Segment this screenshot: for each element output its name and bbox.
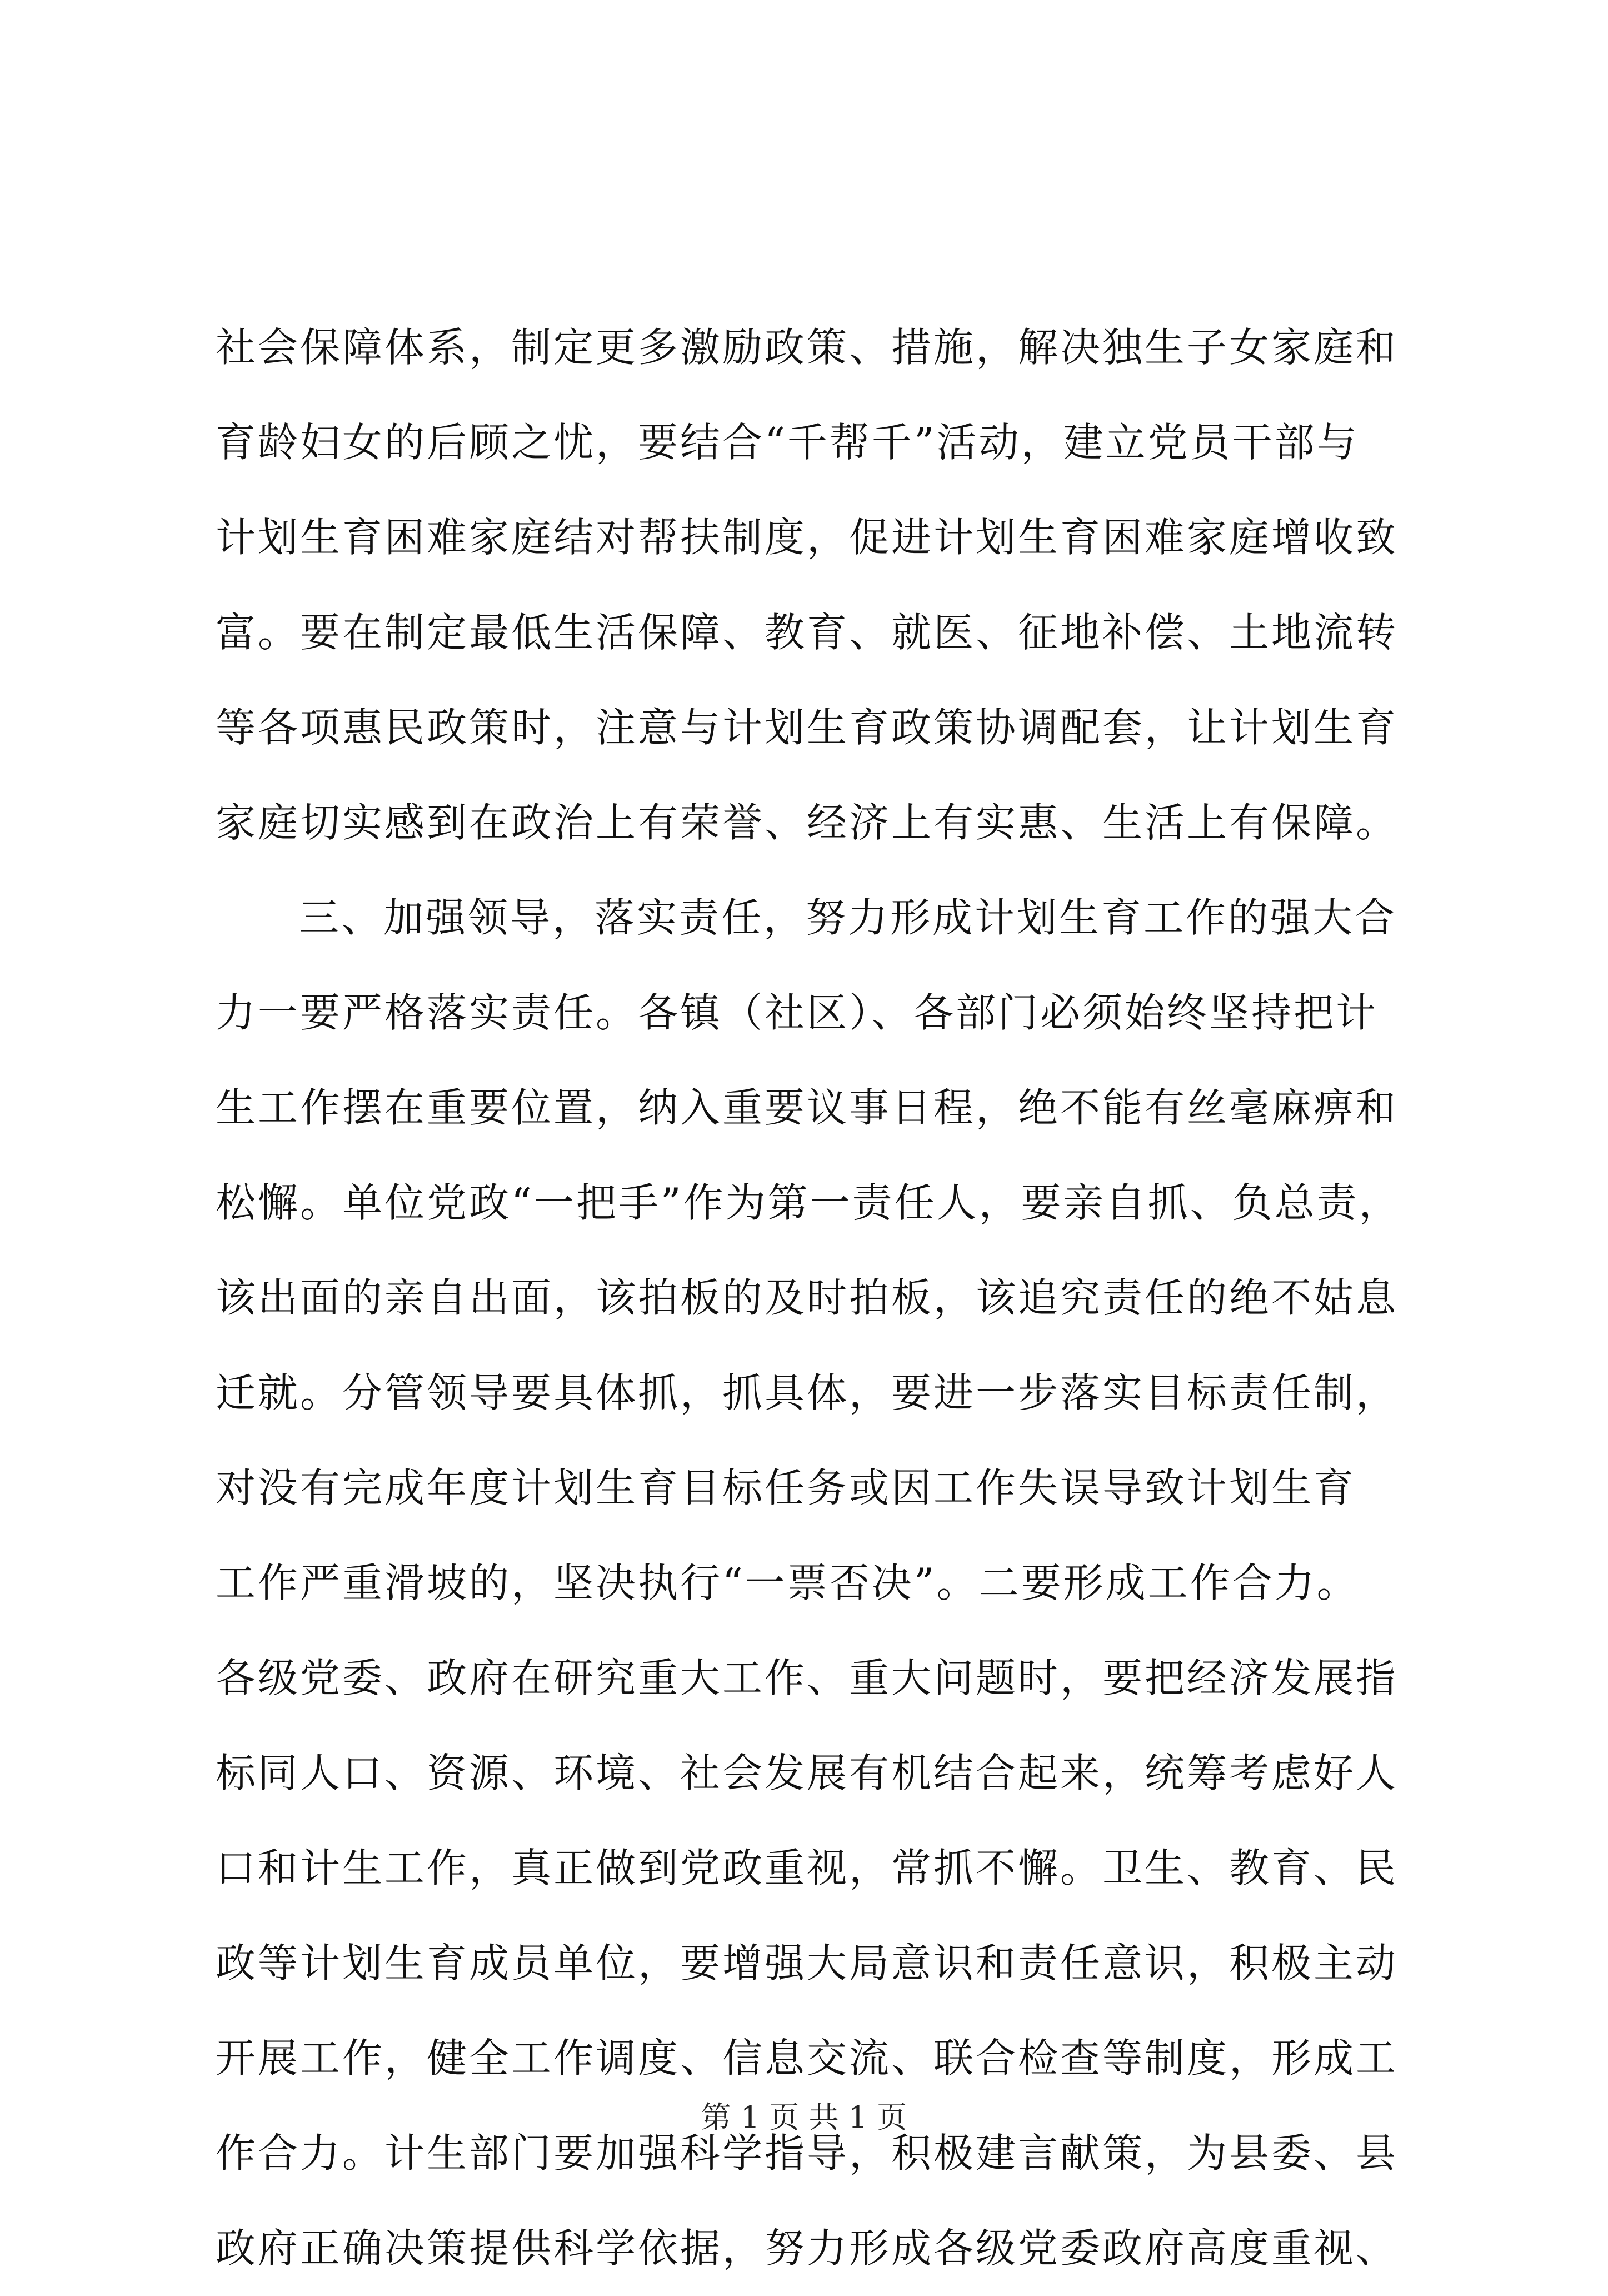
text-line: 该出面的亲自出面，该拍板的及时拍板，该追究责任的绝不姑息 <box>216 1274 1399 1321</box>
text-line: 富。要在制定最低生活保障、教育、就医、征地补偿、土地流转 <box>216 609 1399 656</box>
text-line: 作合力。计生部门要加强科学指导，积极建言献策，为县委、县 <box>216 2130 1399 2177</box>
text-line: 政府正确决策提供科学依据，努力形成各级党委政府高度重视、 <box>216 2225 1399 2272</box>
text-line: 政等计划生育成员单位，要增强大局意识和责任意识，积极主动 <box>216 1940 1399 1986</box>
text-line: 工作严重滑坡的，坚决执行“一票否决”。二要形成工作合力。 <box>216 1560 1359 1606</box>
text-line: 计划生育困难家庭结对帮扶制度，促进计划生育困难家庭增收致 <box>216 514 1399 561</box>
text-line: 育龄妇女的后顾之忧，要结合“千帮千”活动，建立党员干部与 <box>216 419 1359 466</box>
page-number-label: 第 1 页 共 1 页 <box>701 2100 907 2135</box>
text-line: 口和计生工作，真正做到党政重视，常抓不懈。卫生、教育、民 <box>216 1845 1399 1891</box>
text-line: 各级党委、政府在研究重大工作、重大问题时，要把经济发展指 <box>216 1655 1399 1701</box>
document-body <box>216 300 1438 2296</box>
text-line: 社会保障体系，制定更多激励政策、措施，解决独生子女家庭和 <box>216 324 1399 371</box>
text-line: 标同人口、资源、环境、社会发展有机结合起来，统筹考虑好人 <box>216 1750 1399 1796</box>
text-line: 力一要严格落实责任。各镇（社区）、各部门必须始终坚持把计 <box>216 989 1379 1036</box>
text-line: 对没有完成年度计划生育目标任务或因工作失误导致计划生育 <box>216 1465 1356 1511</box>
text-line: 松懈。单位党政“一把手”作为第一责任人，要亲自抓、负总责， <box>216 1179 1401 1226</box>
text-line: 等各项惠民政策时，注意与计划生育政策协调配套，让计划生育 <box>216 704 1399 751</box>
text-line: 迁就。分管领导要具体抓，抓具体，要进一步落实目标责任制， <box>216 1369 1399 1416</box>
text-line: 家庭切实感到在政治上有荣誉、经济上有实惠、生活上有保障。 <box>216 799 1399 846</box>
page-footer <box>0 2101 1608 2134</box>
text-line: 开展工作，健全工作调度、信息交流、联合检查等制度，形成工 <box>216 2035 1399 2081</box>
text-line: 生工作摆在重要位置，纳入重要议事日程，绝不能有丝毫麻痹和 <box>216 1084 1399 1131</box>
section-heading-line: 三、加强领导，落实责任，努力形成计划生育工作的强大合 <box>299 894 1397 941</box>
